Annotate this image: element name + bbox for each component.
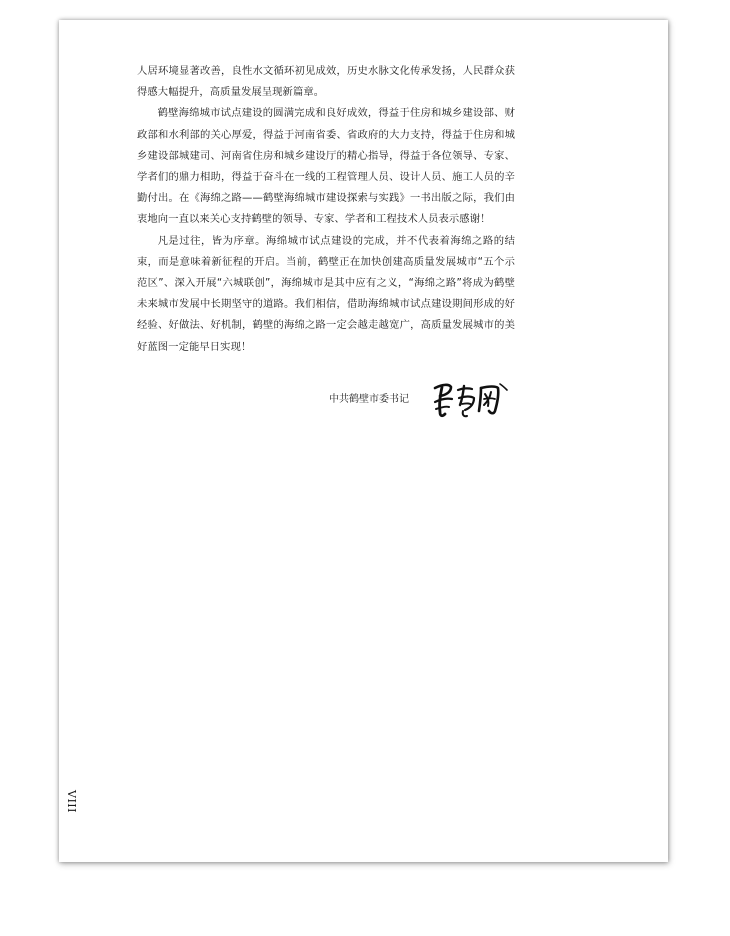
paragraph-1: 人居环境显著改善，良性水文循环初见成效，历史水脉文化传承发扬，人民群众获得感大幅提升，高质量发展呈现新篇章。 — [137, 65, 515, 99]
body-text — [137, 61, 515, 358]
signature-block — [329, 378, 529, 428]
paragraph-3: 凡是过往，皆为序章。海绵城市试点建设的完成，并不代表着海绵之路的结束，而是意味着新征程的开启。当前，鹤壁正在加快创建高质量发展城市“五个示范区”、深入开展“六城联创”，海绵城市是其中应有之义，“海绵之路”将成为鹤壁未来城市发展中长期坚守的道路。我们相信，借助海绵城市试点建设期间形成的好经验、好做法、好机制，鹤壁的海绵之路一定会越走越宽广，高质量发展城市的美好蓝图一定能早日实现！ — [137, 234, 515, 353]
paragraph-2: 鹤壁海绵城市试点建设的圆满完成和良好成效，得益于住房和城乡建设部、财政部和水利部的关心厚爱，得益于河南省委、省政府的大力支持，得益于住房和城乡建设部城建司、河南省住房和城乡建设厅的精心指导，得益于各位领导、专家、学者们的鼎力相助，得益于奋斗在一线的工程管理人员、设计人员、施工人员的辛勤付出。在《海绵之路——鹤壁海绵城市建设探索与实践》一书出版之际，我们由衷地向一直以来关心支持鹤壁的领导、专家、学者和工程技术人员表示感谢！ — [137, 107, 515, 226]
page-number: VIII — [65, 790, 78, 813]
book-page — [59, 20, 668, 862]
handwritten-signature — [429, 378, 514, 424]
signature-title: 中共鹤壁市委书记 — [329, 394, 409, 405]
